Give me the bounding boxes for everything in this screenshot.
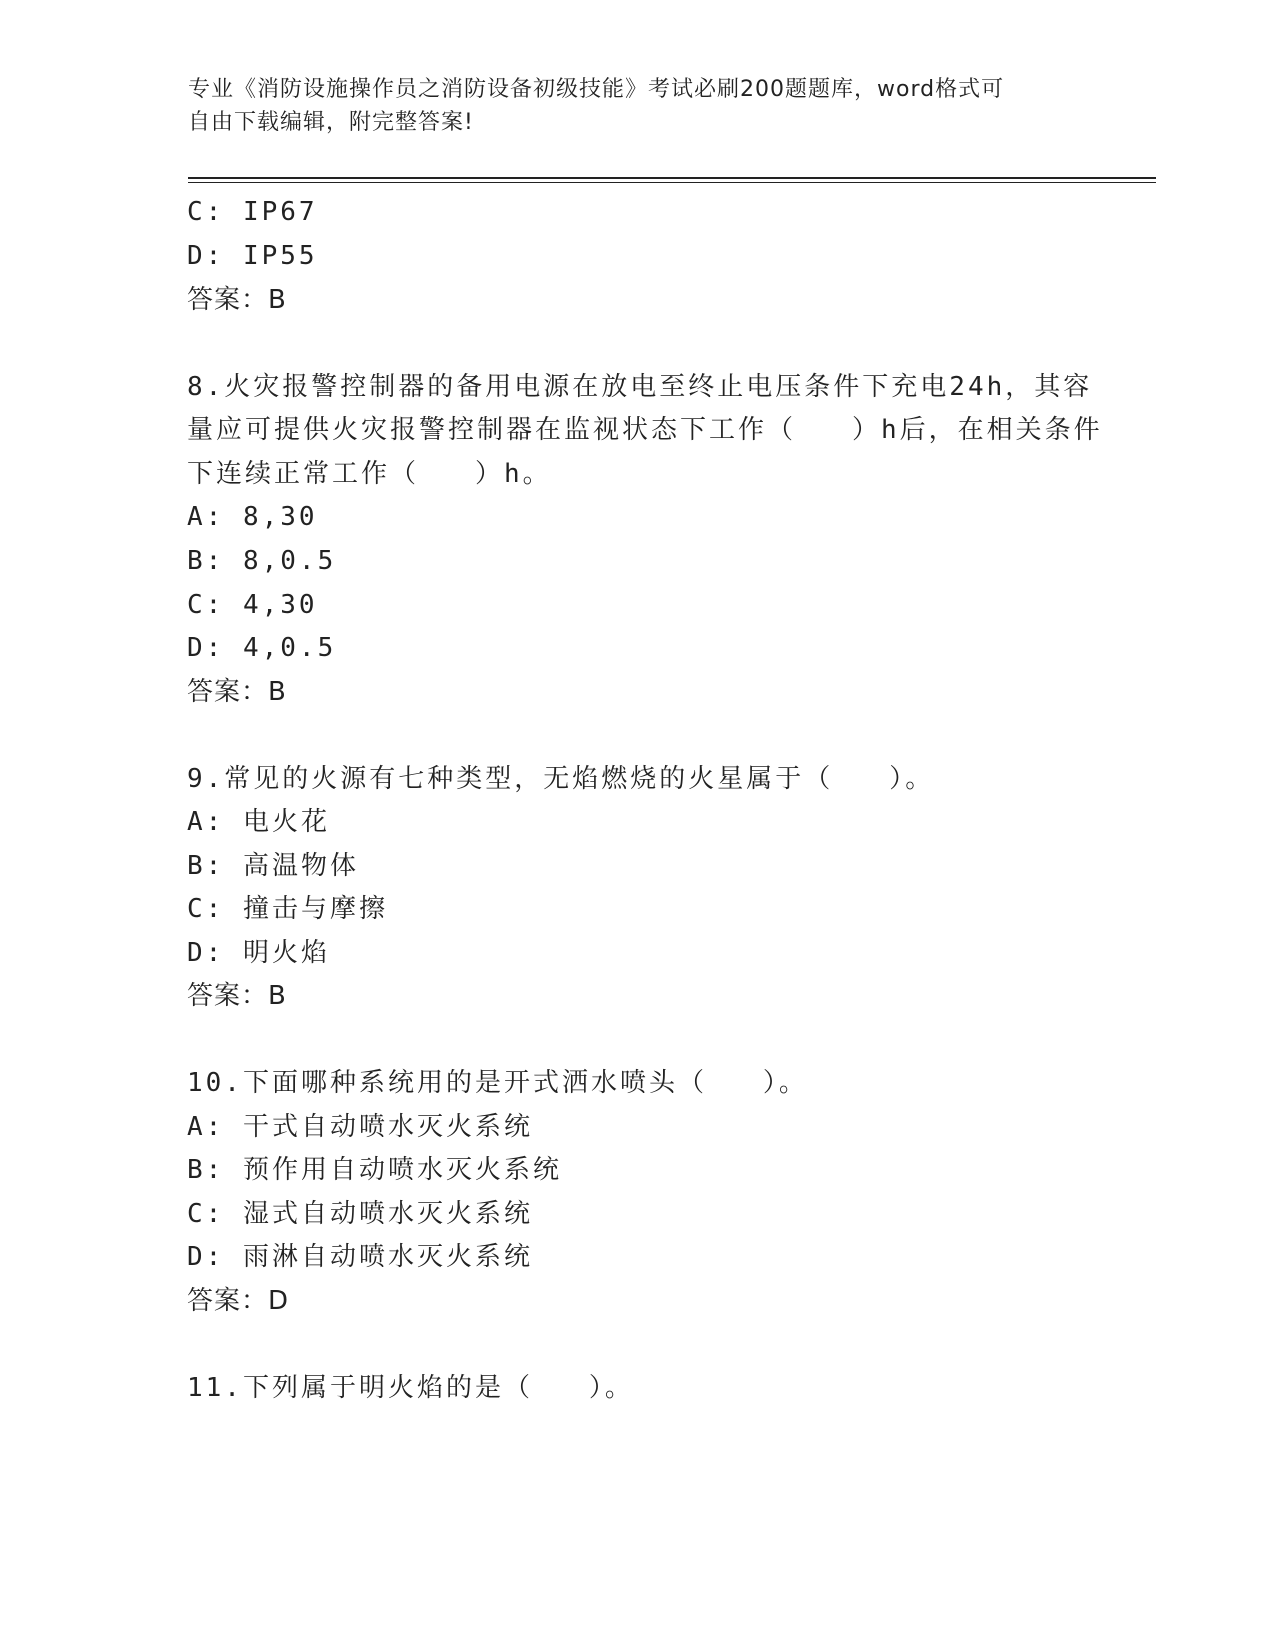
q9-answer: 答案：B	[187, 981, 287, 1011]
q9-option-c: C: 撞击与摩擦	[187, 894, 388, 924]
q10-option-d: D: 雨淋自动喷水灭火系统	[187, 1242, 533, 1272]
q8-option-c: C: 4,30	[187, 590, 318, 620]
q7-answer: 答案：B	[187, 285, 287, 315]
q10-stem: 10.下面哪种系统用的是开式洒水喷头（ ）。	[187, 1068, 808, 1098]
q10-option-c: C: 湿式自动喷水灭火系统	[187, 1199, 533, 1229]
q9-option-a: A: 电火花	[187, 807, 330, 837]
q8-option-a: A: 8,30	[187, 502, 318, 532]
q8-option-d: D: 4,0.5	[187, 633, 337, 663]
header-divider-thick	[188, 177, 1156, 179]
header-divider-thin	[188, 182, 1156, 183]
q8-stem-line-3: 下连续正常工作（ ）h。	[187, 459, 552, 489]
q7-option-c: C: IP67	[187, 197, 318, 227]
q8-stem-line-1: 8.火灾报警控制器的备用电源在放电至终止电压条件下充电24h，其容	[187, 372, 1093, 402]
q9-option-d: D: 明火焰	[187, 938, 330, 968]
q8-stem-line-2: 量应可提供火灾报警控制器在监视状态下工作（ ）h后，在相关条件	[187, 415, 1103, 445]
header-line-2: 自由下载编辑，附完整答案!	[188, 110, 474, 135]
q10-answer: 答案：D	[187, 1286, 290, 1316]
q9-option-b: B: 高温物体	[187, 851, 359, 881]
header-line-1: 专业《消防设施操作员之消防设备初级技能》考试必刷200题题库，word格式可	[188, 77, 1005, 102]
q10-option-a: A: 干式自动喷水灭火系统	[187, 1112, 533, 1142]
q10-option-b: B: 预作用自动喷水灭火系统	[187, 1155, 562, 1185]
q11-stem: 11.下列属于明火焰的是（ ）。	[187, 1373, 634, 1403]
q9-stem: 9.常见的火源有七种类型，无焰燃烧的火星属于（ ）。	[187, 764, 935, 794]
page-header	[188, 73, 1068, 139]
q8-answer: 答案：B	[187, 677, 287, 707]
q7-option-d: D: IP55	[187, 241, 318, 271]
q8-option-b: B: 8,0.5	[187, 546, 337, 576]
